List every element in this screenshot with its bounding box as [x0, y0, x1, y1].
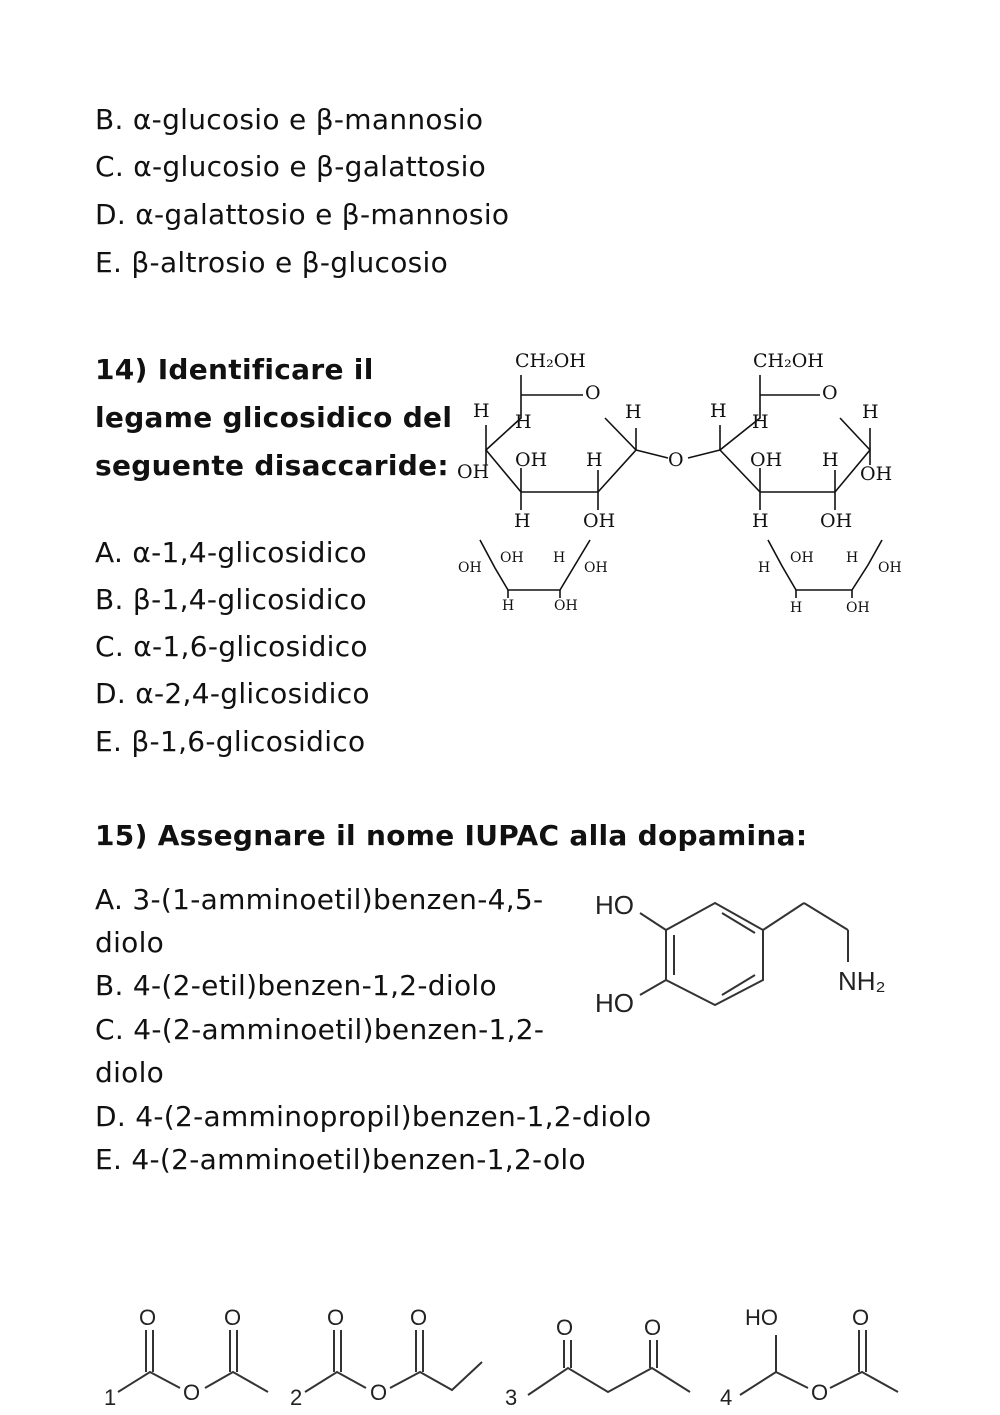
q15-question: 15) Assegnare il nome IUPAC alla dopamina: [95, 819, 808, 852]
svg-text:O: O [410, 1305, 428, 1330]
svg-text:OH: OH [500, 550, 524, 566]
ch2oh-label-left: CH₂OH [515, 350, 586, 372]
q15-option-a-cont: diolo [95, 926, 165, 959]
glycosidic-oxygen: O [668, 449, 684, 471]
q14-option-c: C. α-1,6-glicosidico [95, 630, 368, 663]
svg-text:OH: OH [457, 461, 490, 483]
q15-option-e: E. 4-(2-amminoetil)benzen-1,2-olo [95, 1143, 586, 1176]
svg-text:H: H [710, 400, 727, 422]
ho-label-bottom: HO [595, 988, 634, 1018]
svg-text:H: H [625, 401, 642, 423]
ho-label-4: HO [745, 1305, 778, 1330]
svg-text:O: O [852, 1305, 870, 1330]
svg-text:H: H [473, 400, 490, 422]
ch2oh-label-right: CH₂OH [753, 350, 824, 372]
svg-text:OH: OH [846, 600, 870, 616]
q14-question-line-2: legame glicosidico del [95, 401, 453, 434]
svg-text:O: O [644, 1315, 662, 1340]
structure-number-3: 3 [505, 1385, 518, 1410]
q13-option-c: C. α-glucosio e β-galattosio [95, 150, 487, 183]
q14-question-line-3: seguente disaccaride: [95, 449, 449, 482]
svg-text:O: O [370, 1380, 388, 1405]
svg-text:O: O [811, 1380, 829, 1405]
svg-text:H: H [790, 600, 803, 616]
q13-option-d: D. α-galattosio e β-mannosio [95, 198, 510, 231]
structure-number-1: 1 [104, 1385, 117, 1410]
svg-text:O: O [183, 1380, 201, 1405]
svg-text:OH: OH [750, 449, 783, 471]
q14-question-line-1: 14) Identificare il [95, 353, 374, 386]
structure-number-4: 4 [720, 1385, 733, 1410]
nh2-label: NH₂ [838, 966, 886, 996]
structure-number-2: 2 [290, 1385, 303, 1410]
svg-text:OH: OH [790, 550, 814, 566]
svg-text:OH: OH [584, 560, 608, 576]
q15-option-a: A. 3-(1-amminoetil)benzen-4,5- [95, 883, 544, 916]
svg-text:O: O [556, 1315, 574, 1340]
svg-text:OH: OH [583, 510, 616, 532]
svg-text:H: H [752, 510, 769, 532]
svg-text:H: H [758, 560, 771, 576]
svg-text:O: O [139, 1305, 157, 1330]
svg-text:OH: OH [820, 510, 853, 532]
svg-text:OH: OH [458, 560, 482, 576]
svg-text:OH: OH [515, 449, 548, 471]
svg-text:H: H [553, 550, 566, 566]
svg-text:OH: OH [878, 560, 902, 576]
svg-text:H: H [515, 411, 532, 433]
svg-text:H: H [822, 449, 839, 471]
q14-option-d: D. α-2,4-glicosidico [95, 677, 370, 710]
q15-option-d: D. 4-(2-amminopropil)benzen-1,2-diolo [95, 1100, 652, 1133]
q13-option-b: B. α-glucosio e β-mannosio [95, 103, 484, 136]
q15-option-c-cont: diolo [95, 1056, 165, 1089]
svg-text:OH: OH [554, 598, 578, 614]
q14-option-a: A. α-1,4-glicosidico [95, 536, 367, 569]
ring-oxygen-right: O [822, 382, 838, 404]
svg-text:H: H [846, 550, 859, 566]
svg-text:OH: OH [860, 463, 893, 485]
q15-option-c: C. 4-(2-amminoetil)benzen-1,2- [95, 1013, 545, 1046]
q13-option-e: E. β-altrosio e β-glucosio [95, 246, 449, 279]
q14-option-e: E. β-1,6-glicosidico [95, 725, 366, 758]
svg-text:H: H [502, 598, 515, 614]
svg-text:H: H [514, 510, 531, 532]
ho-label-top: HO [595, 890, 634, 920]
svg-text:H: H [862, 401, 879, 423]
svg-text:H: H [752, 411, 769, 433]
q15-option-b: B. 4-(2-etil)benzen-1,2-diolo [95, 969, 497, 1002]
q14-option-b: B. β-1,4-glicosidico [95, 583, 367, 616]
svg-text:O: O [327, 1305, 345, 1330]
ring-oxygen-left: O [585, 382, 601, 404]
svg-text:H: H [586, 449, 603, 471]
svg-text:O: O [224, 1305, 242, 1330]
